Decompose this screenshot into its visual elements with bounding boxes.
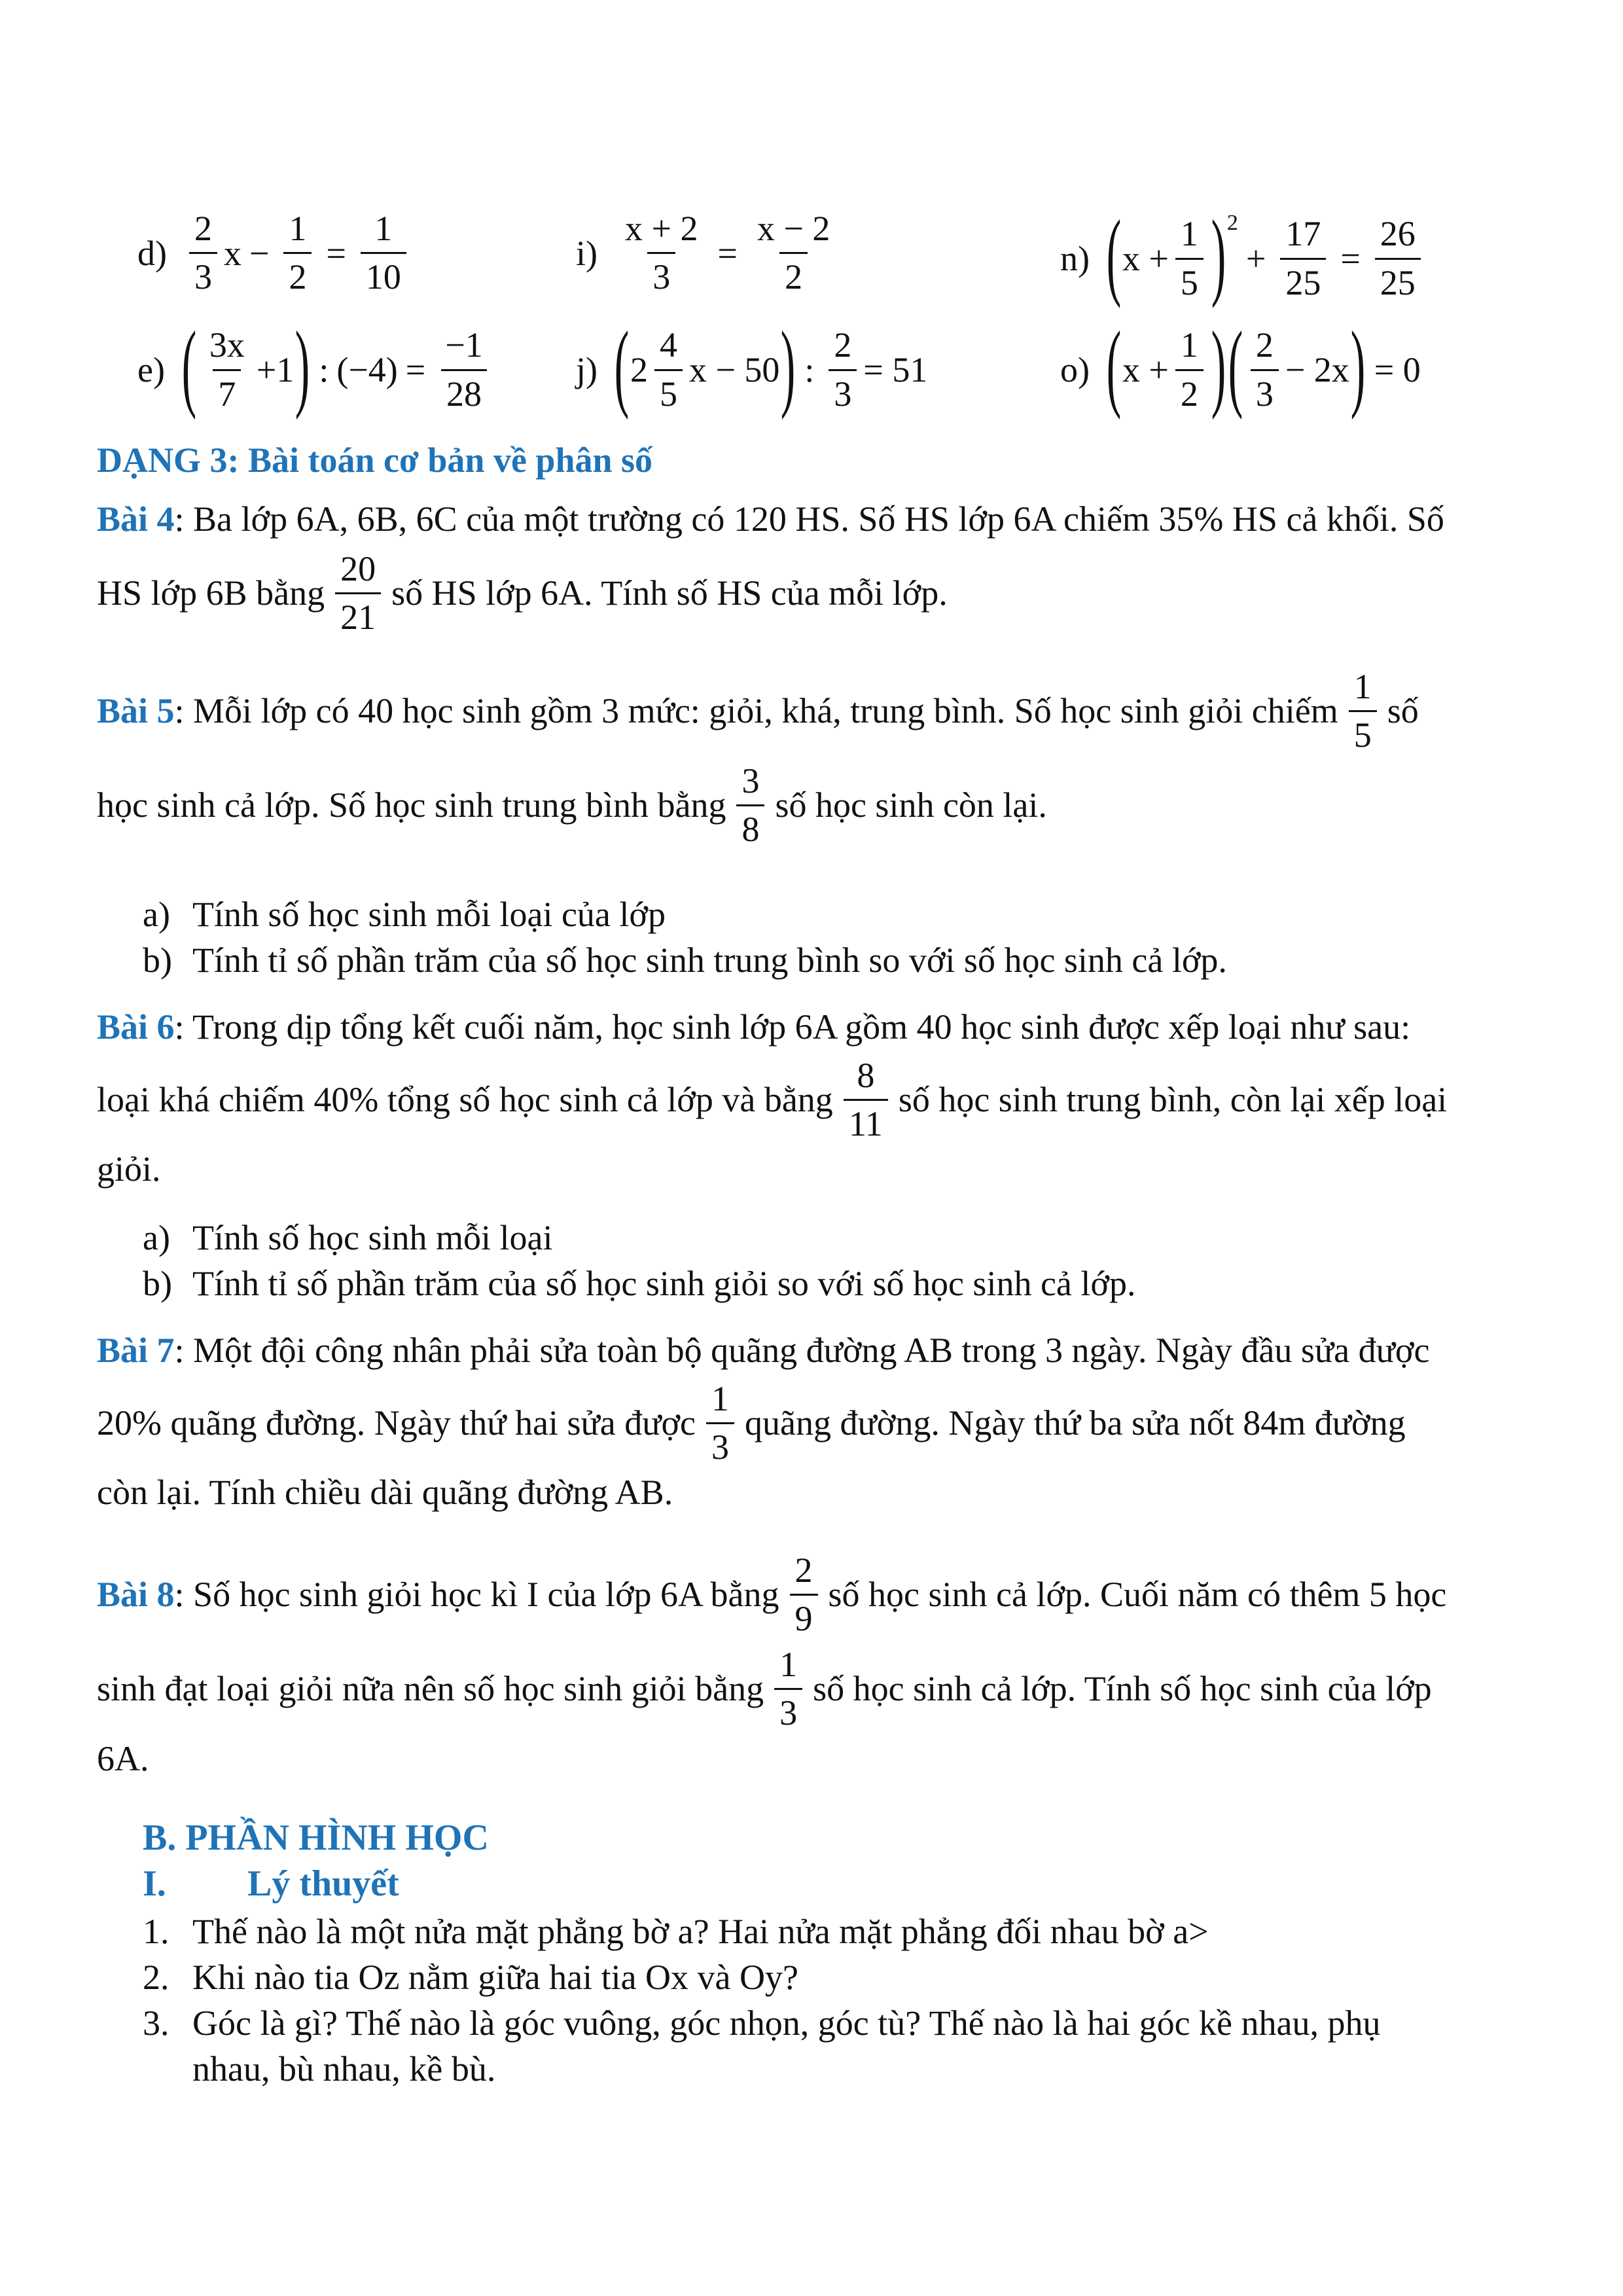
list-item: b) Tính tỉ số phần trăm của số học sinh giỏi so với số học sinh cả lớp. xyxy=(143,1264,1136,1303)
list-item: b) Tính tỉ số phần trăm của số học sinh trung bình so với số học sinh cả lớp. xyxy=(143,941,1227,980)
fraction: $\frac{8}{11}$ xyxy=(844,1056,888,1144)
expression: x − 50 xyxy=(688,350,780,389)
text: giỏi. xyxy=(97,1149,161,1189)
left-paren: ( xyxy=(614,312,630,420)
text: học sinh cả lớp. Số học sinh trung bình bằng xyxy=(97,785,726,825)
exercise-4 xyxy=(97,497,1537,637)
equation-e xyxy=(137,312,495,420)
text-line xyxy=(97,1056,1537,1144)
exercise-label: Bài 7 xyxy=(97,1331,175,1370)
fraction: $\frac{1}{3}$ xyxy=(706,1380,734,1467)
text-line xyxy=(97,497,1537,542)
fraction: $\frac{17}{25}$ xyxy=(1280,215,1326,302)
fraction: $\frac{2}{3}$ xyxy=(1251,326,1279,414)
right-paren: ) xyxy=(295,312,310,420)
operator: − xyxy=(249,233,270,273)
expression: = 51 xyxy=(863,350,928,389)
expression: x + xyxy=(1122,350,1169,389)
text-line xyxy=(97,668,1537,755)
exercise-label: Bài 5 xyxy=(97,691,175,731)
text: 6A. xyxy=(97,1738,149,1778)
text: HS lớp 6B bằng xyxy=(97,573,325,613)
equation-label: j) xyxy=(576,350,597,389)
equation-i xyxy=(576,209,842,297)
exponent: 2 xyxy=(1226,211,1238,235)
text: số HS lớp 6A. Tính số HS của mỗi lớp. xyxy=(391,573,948,613)
theory-item: nhau, bù nhau, kề bù. xyxy=(192,2049,496,2089)
text: số học sinh cả lớp. Cuối năm có thêm 5 học xyxy=(828,1575,1447,1615)
fraction: $\frac{1}{10}$ xyxy=(361,209,406,297)
right-paren: ) xyxy=(781,312,796,420)
variable: x xyxy=(223,233,241,273)
text: : Mỗi lớp có 40 học sinh gồm 3 mức: giỏi, khá, trung bình. Số học sinh giỏi chiếm xyxy=(174,691,1338,731)
exercise-5 xyxy=(97,668,1537,850)
subsection-heading: I. Lý thuyết xyxy=(143,1863,399,1904)
text: : Một đội công nhân phải sửa toàn bộ quãng đường AB trong 3 ngày. Ngày đầu sửa được xyxy=(174,1331,1430,1370)
fraction: $\frac{1}{2}$ xyxy=(283,209,312,297)
left-paren: ( xyxy=(1228,312,1243,420)
expression: = 0 xyxy=(1374,350,1421,389)
equation-label: o) xyxy=(1060,350,1090,389)
fraction: $\frac{1}{5}$ xyxy=(1349,668,1377,755)
fraction: $\frac{4}{5}$ xyxy=(654,326,683,414)
fraction: $\frac{2}{3}$ xyxy=(189,209,217,297)
right-paren: ) xyxy=(1211,200,1226,309)
left-paren: ( xyxy=(1106,200,1122,309)
text-line xyxy=(97,550,1537,637)
equation-label: e) xyxy=(137,350,165,389)
text: 20% quãng đường. Ngày thứ hai sửa được xyxy=(97,1403,696,1443)
fraction: $\frac{x - 2}{2}$ xyxy=(757,209,830,297)
fraction: $\frac{3x}{7}$ xyxy=(209,325,245,414)
fraction: $\frac{1}{5}$ xyxy=(1175,215,1204,302)
fraction: $\frac{3}{8}$ xyxy=(736,762,764,850)
right-paren: ) xyxy=(1211,312,1226,420)
fraction: $\frac{x + 2}{3}$ xyxy=(625,209,698,297)
text-line xyxy=(97,1329,1537,1373)
operator: = xyxy=(717,233,738,273)
expression: (−4) xyxy=(336,350,398,389)
text-line xyxy=(97,1645,1537,1733)
operator: : xyxy=(319,350,329,389)
expression: +1 xyxy=(256,350,294,389)
equation-label: n) xyxy=(1060,239,1090,278)
text: sinh đạt loại giỏi nữa nên số học sinh giỏi bằng xyxy=(97,1668,764,1708)
exercise-label: Bài 4 xyxy=(97,499,175,539)
text-line xyxy=(97,1005,1537,1050)
fraction: $\frac{1}{3}$ xyxy=(774,1645,802,1733)
section-heading-dang3: DẠNG 3: Bài toán cơ bản về phân số xyxy=(97,440,653,480)
exercise-7 xyxy=(97,1329,1537,1515)
text: quãng đường. Ngày thứ ba sửa nốt 84m đường xyxy=(745,1403,1406,1443)
exercise-label: Bài 8 xyxy=(97,1575,175,1615)
list-item: a) Tính số học sinh mỗi loại xyxy=(143,1218,553,1257)
expression: − 2x xyxy=(1285,350,1349,389)
exercise-label: Bài 6 xyxy=(97,1007,175,1047)
text-line xyxy=(97,762,1537,850)
theory-item: 3. Góc là gì? Thế nào là góc vuông, góc nhọn, góc tù? Thế nào là hai góc kề nhau, phụ xyxy=(143,2003,1381,2043)
text-line xyxy=(97,1380,1537,1467)
text-line xyxy=(97,1737,1537,1782)
fraction: $\frac{2}{3}$ xyxy=(829,326,857,414)
expression: x + xyxy=(1122,239,1169,278)
text-line xyxy=(97,1147,1537,1192)
mixed-whole: 2 xyxy=(630,350,648,389)
text-line xyxy=(97,1471,1537,1515)
theory-item: 1. Thế nào là một nửa mặt phẳng bờ a? Hai nửa mặt phẳng đối nhau bờ a> xyxy=(143,1912,1209,1951)
fraction: $\frac{20}{21}$ xyxy=(335,550,381,637)
text: : Trong dịp tổng kết cuối năm, học sinh lớp 6A gồm 40 học sinh được xếp loại như sau: xyxy=(174,1007,1411,1047)
list-item: a) Tính số học sinh mỗi loại của lớp xyxy=(143,895,666,934)
fraction: $\frac{26}{25}$ xyxy=(1375,215,1421,302)
text: số học sinh còn lại. xyxy=(775,785,1047,825)
equation-j xyxy=(576,312,928,420)
text: số xyxy=(1387,691,1419,731)
section-heading-partB: B. PHẦN HÌNH HỌC xyxy=(143,1818,489,1858)
equation-o xyxy=(1060,312,1429,420)
fraction: $\frac{1}{2}$ xyxy=(1175,326,1204,414)
right-paren: ) xyxy=(1350,312,1365,420)
text: số học sinh trung bình, còn lại xếp loại xyxy=(898,1079,1448,1119)
text: số học sinh cả lớp. Tính số học sinh của lớp xyxy=(813,1668,1432,1708)
exercise-8 xyxy=(97,1551,1537,1781)
text: loại khá chiếm 40% tổng số học sinh cả lớp và bằng xyxy=(97,1079,833,1119)
left-paren: ( xyxy=(1106,312,1122,420)
operator: = xyxy=(1340,239,1361,278)
text-line xyxy=(97,1551,1537,1639)
equation-label: i) xyxy=(576,233,597,273)
exercise-6 xyxy=(97,1005,1537,1192)
fraction: $\frac{2}{9}$ xyxy=(790,1551,818,1639)
operator: + xyxy=(1245,239,1266,278)
text: : Ba lớp 6A, 6B, 6C của một trường có 120 HS. Số HS lớp 6A chiếm 35% HS cả khối. Số xyxy=(174,499,1444,539)
left-paren: ( xyxy=(181,312,197,420)
equation-n xyxy=(1060,200,1427,309)
operator: : xyxy=(804,350,815,389)
text: : Số học sinh giỏi học kì I của lớp 6A bằng xyxy=(174,1575,779,1615)
equation-d xyxy=(137,209,413,297)
operator: = xyxy=(405,350,426,389)
equation-label: d) xyxy=(137,233,167,273)
theory-item: 2. Khi nào tia Oz nằm giữa hai tia Ox và Oy? xyxy=(143,1958,798,1997)
operator: = xyxy=(326,233,346,273)
text: còn lại. Tính chiều dài quãng đường AB. xyxy=(97,1473,673,1513)
fraction: $\frac{-1}{28}$ xyxy=(440,326,488,414)
